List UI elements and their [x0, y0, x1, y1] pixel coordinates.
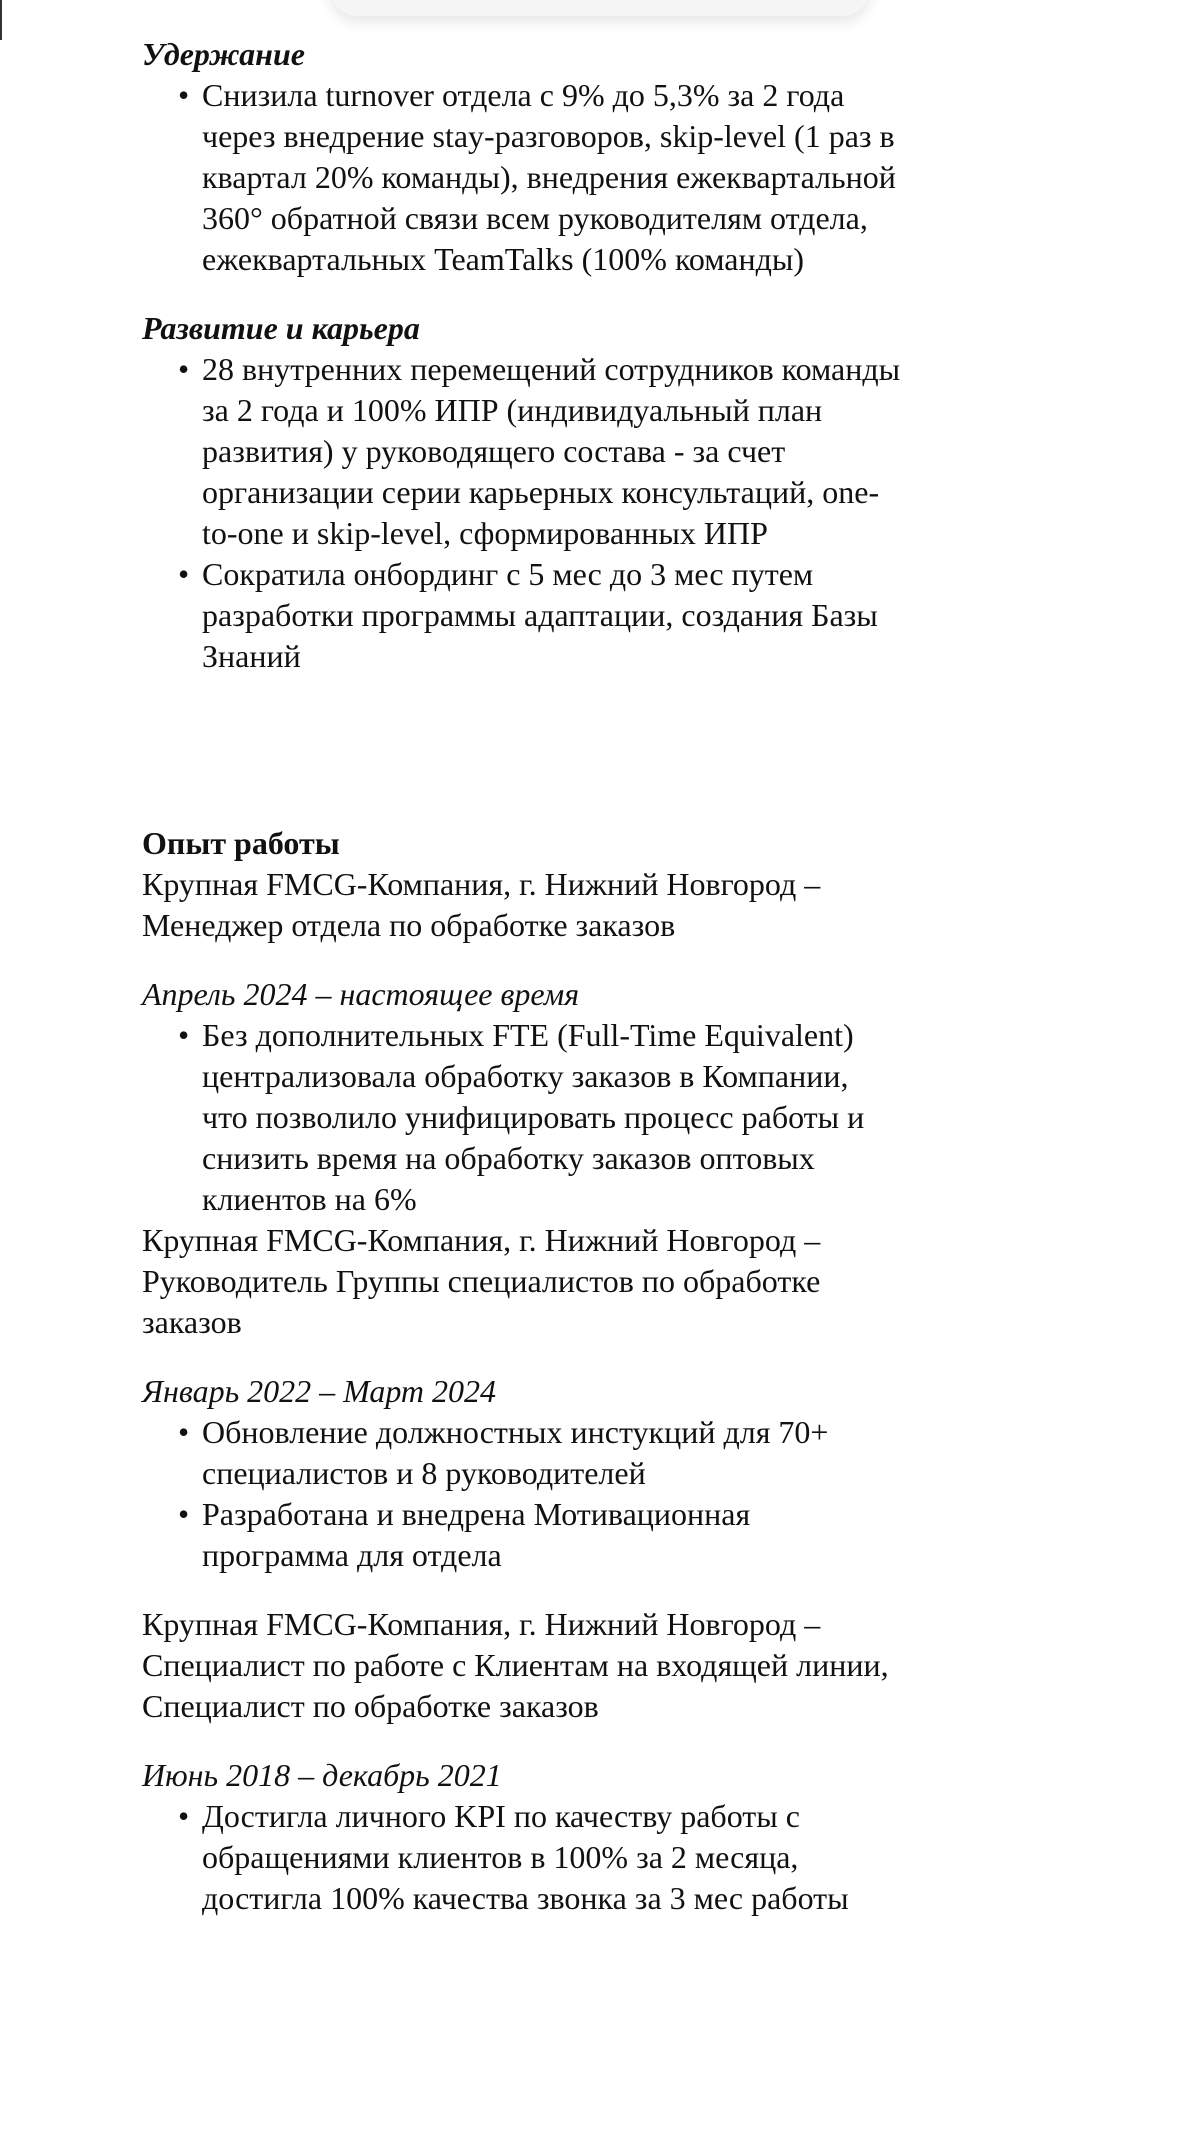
bullet-icon: • [178, 1496, 190, 1532]
bullet-icon: • [178, 1017, 190, 1053]
list-item [178, 554, 902, 677]
list-item [178, 349, 902, 554]
retention-list [142, 75, 902, 280]
bullet-icon: • [178, 351, 190, 387]
list-item-text: 28 внутренних перемещений сотрудников команды за 2 года и 100% ИПР (индивидуальный план развития) у руководящего состава - за счет организации серии карьерных консультаций, one-to-one и skip-level, сформированных ИПР [202, 351, 901, 551]
list-item-text: Без дополнительных FTE (Full-Time Equivalent) централизовала обработку заказов в Компании, что позволило унифицировать процесс работы и снизить время на обработку заказов оптовых клиентов на 6% [202, 1017, 865, 1217]
bullet-icon: • [178, 1414, 190, 1450]
list-item-text: Сократила онбординг с 5 мес до 3 мес путем разработки программы адаптации, создания Базы Знаний [202, 556, 878, 674]
page-edge [0, 0, 2, 40]
list-item-text: Достигла личного KPI по качеству работы с обращениями клиентов в 100% за 2 месяца, достигла 100% качества звонка за 3 мес работы [202, 1798, 849, 1916]
experience-title: Опыт работы [142, 825, 340, 861]
job-position: Крупная FMCG-Компания, г. Нижний Новгород – Менеджер отдела по обработке заказов [142, 866, 821, 943]
development-list [142, 349, 902, 677]
list-item [178, 1412, 902, 1494]
job-position: Крупная FMCG-Компания, г. Нижний Новгород – Руководитель Группы специалистов по обработке заказов [142, 1222, 821, 1340]
job-period: Январь 2022 – Март 2024 [142, 1373, 497, 1409]
list-item-text: Снизила turnover отдела с 9% до 5,3% за 2 года через внедрение stay-разговоров, skip-level (1 раз в квартал 20% команды), внедрения ежеквартальной 360° обратной связи всем руководителям отдела, ежеквартальных TeamTalks (100% команды) [202, 77, 896, 277]
bullet-icon: • [178, 77, 190, 113]
overlay-card-edge [330, 0, 870, 16]
bullet-icon: • [178, 556, 190, 592]
job-achievements [142, 1412, 902, 1576]
list-item [178, 1015, 902, 1220]
job-position: Крупная FMCG-Компания, г. Нижний Новгород – Специалист по работе с Клиентам на входящей линии, Специалист по обработке заказов [142, 1606, 889, 1724]
list-item [178, 1494, 902, 1576]
job-period: Апрель 2024 – настоящее время [142, 976, 580, 1012]
job-period: Июнь 2018 – декабрь 2021 [142, 1757, 502, 1793]
bullet-icon: • [178, 1798, 190, 1834]
list-item-text: Обновление должностных инстукций для 70+ специалистов и 8 руководителей [202, 1414, 829, 1491]
job-achievements [142, 1796, 902, 1919]
resume-document [142, 34, 902, 1919]
job-achievements [142, 1015, 902, 1220]
development-heading: Развитие и карьера [142, 310, 420, 346]
list-item [178, 1796, 902, 1919]
list-item-text: Разработана и внедрена Мотивационная программа для отдела [202, 1496, 751, 1573]
list-item [178, 75, 902, 280]
retention-heading: Удержание [142, 36, 305, 72]
